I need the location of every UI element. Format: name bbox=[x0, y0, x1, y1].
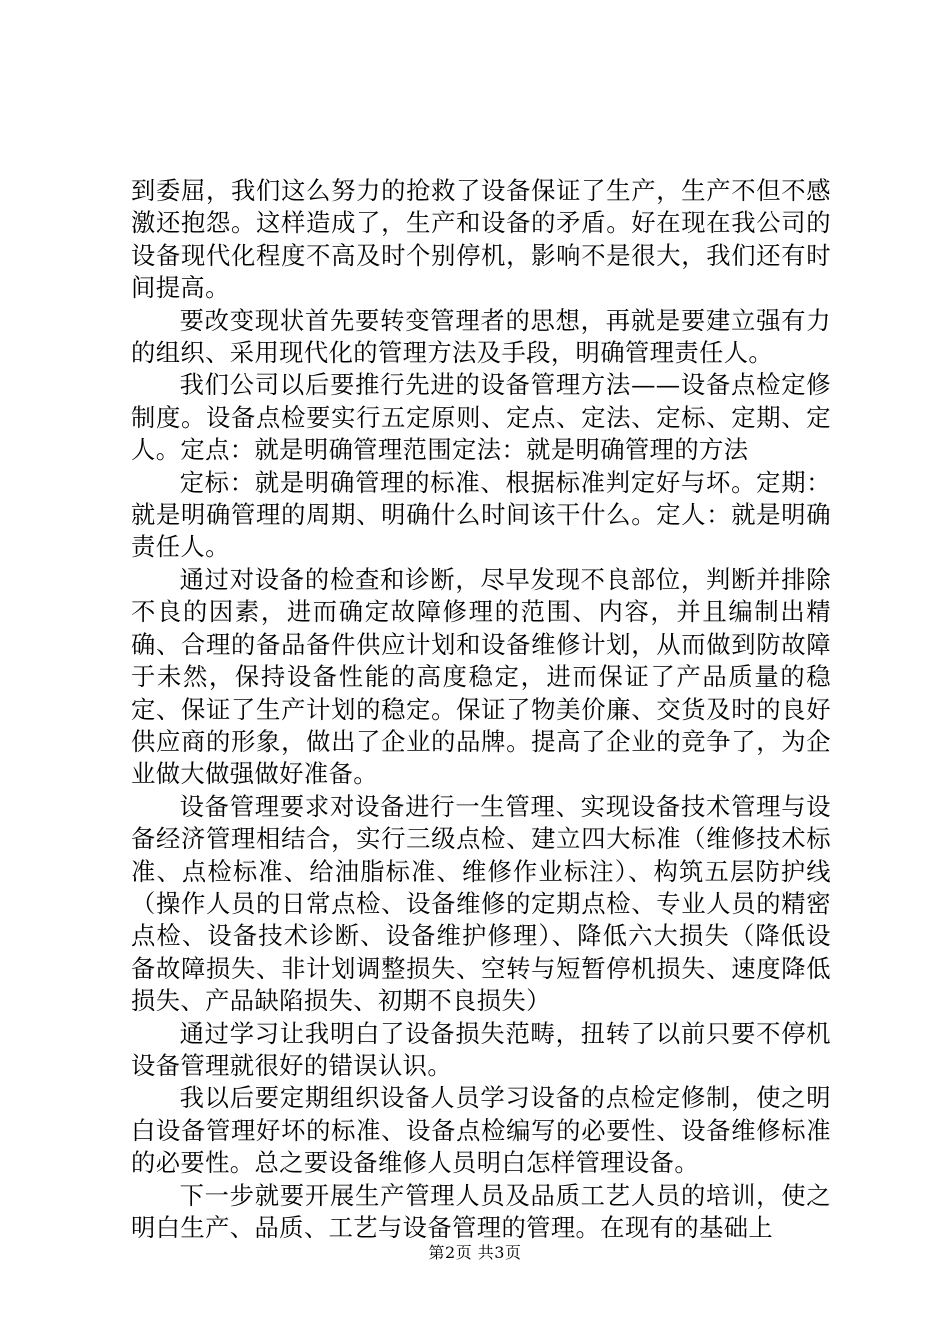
paragraph-4: 定标：就是明确管理的标准、根据标准判定好与坏。定期：就是明确管理的周期、明确什么时间该干什么。定人：就是明确责任人。 bbox=[131, 467, 831, 562]
document-body bbox=[131, 175, 831, 1244]
page-footer: 第2页 共3页 bbox=[428, 1243, 522, 1262]
paragraph-3: 我们公司以后要推行先进的设备管理方法——设备点检定修制度。设备点检要实行五定原则、定点、定法、定标、定期、定人。定点：就是明确管理范围定法：就是明确管理的方法 bbox=[131, 370, 831, 465]
paragraph-9: 下一步就要开展生产管理人员及品质工艺人员的培训，使之明白生产、品质、工艺与设备管理的管理。在现有的基础上 bbox=[131, 1180, 831, 1242]
paragraph-7: 通过学习让我明白了设备损失范畴，扭转了以前只要不停机设备管理就很好的错误认识。 bbox=[131, 1018, 831, 1080]
paragraph-6: 设备管理要求对设备进行一生管理、实现设备技术管理与设备经济管理相结合，实行三级点检、建立四大标准（维修技术标准、点检标准、给油脂标准、维修作业标注）、构筑五层防护线（操作人员的日常点检、设备维修的定期点检、专业人员的精密点检、设备技术诊断、设备维护修理）、降低六大损失（降低设备故障损失、非计划调整损失、空转与短暂停机损失、速度降低损失、产品缺陷损失、初期不良损失） bbox=[131, 791, 831, 1016]
paragraph-8: 我以后要定期组织设备人员学习设备的点检定修制，使之明白设备管理好坏的标准、设备点检编写的必要性、设备维修标准的必要性。总之要设备维修人员明白怎样管理设备。 bbox=[131, 1083, 831, 1178]
paragraph-5: 通过对设备的检查和诊断，尽早发现不良部位，判断并排除不良的因素，进而确定故障修理的范围、内容，并且编制出精确、合理的备品备件供应计划和设备维修计划，从而做到防故障于未然，保持设备性能的高度稳定，进而保证了产品质量的稳定、保证了生产计划的稳定。保证了物美价廉、交货及时的良好供应商的形象，做出了企业的品牌。提高了企业的竞争了，为企业做大做强做好准备。 bbox=[131, 564, 831, 789]
paragraph-2: 要改变现状首先要转变管理者的思想，再就是要建立强有力的组织、采用现代化的管理方法及手段，明确管理责任人。 bbox=[131, 305, 831, 368]
paragraph-1: 到委屈，我们这么努力的抢救了设备保证了生产，生产不但不感激还抱怨。这样造成了，生产和设备的矛盾。好在现在我公司的设备现代化程度不高及时个别停机，影响不是很大，我们还有时间提高。 bbox=[131, 176, 831, 303]
